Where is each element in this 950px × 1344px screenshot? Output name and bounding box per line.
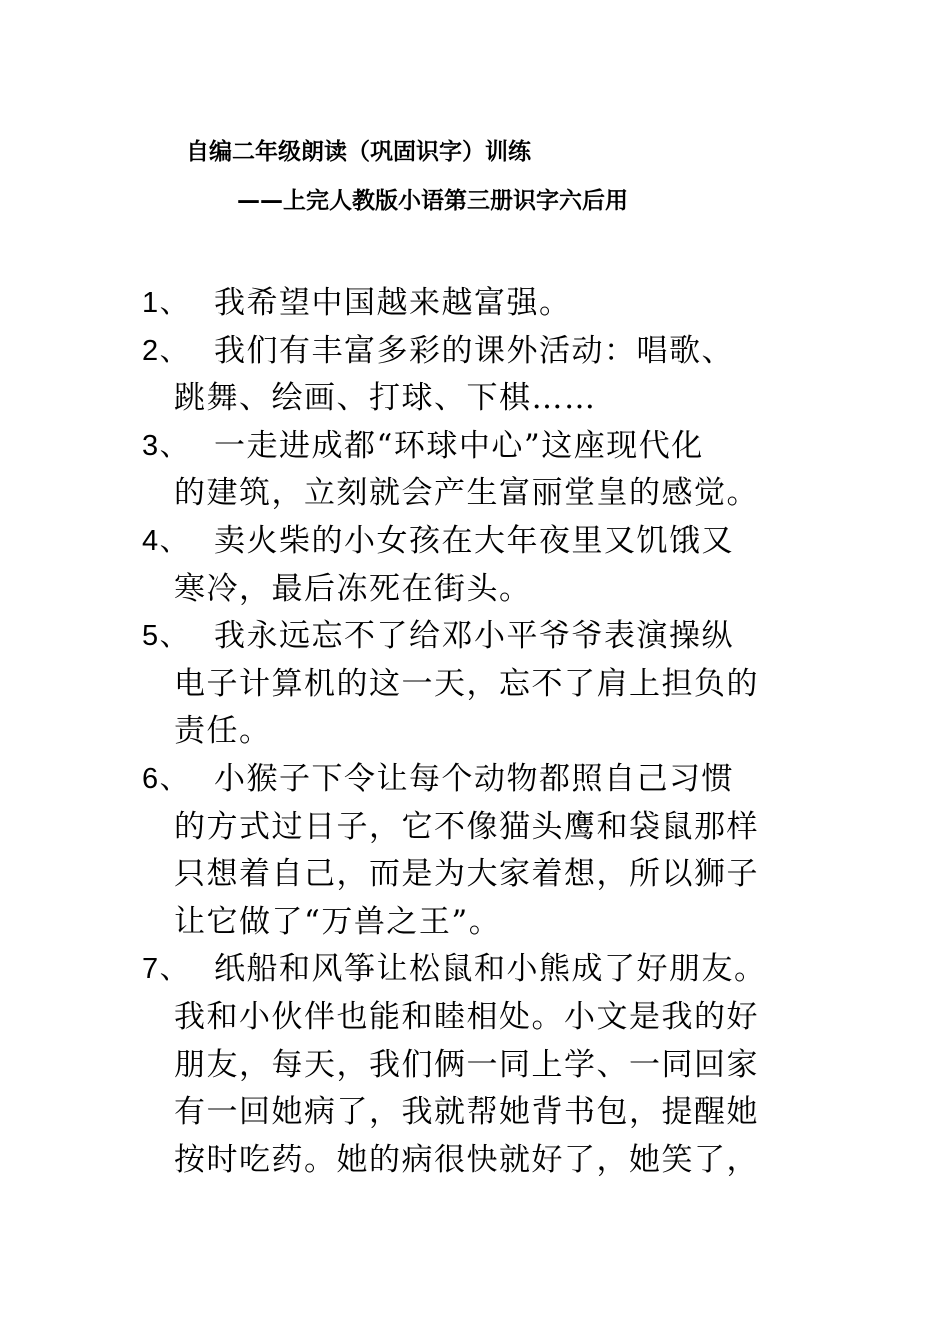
item-line: 纸船和风筝让松鼠和小熊成了好朋友。 bbox=[214, 951, 767, 988]
item-line: 我们有丰富多彩的课外活动：唱歌、 bbox=[214, 332, 734, 369]
item-line: 的建筑，立刻就会产生富丽堂皇的感觉。 bbox=[174, 475, 759, 512]
list-item bbox=[142, 518, 842, 613]
document-subtitle: ——上完人教版小语第三册识字六后用 bbox=[237, 188, 628, 214]
item-line: 我永远忘不了给邓小平爷爷表演操纵 bbox=[214, 618, 734, 655]
item-line: 小猴子下令让每个动物都照自己习惯 bbox=[214, 760, 734, 797]
item-number: 6、 bbox=[142, 762, 191, 795]
item-line: 责任。 bbox=[174, 713, 272, 750]
item-line: 的方式过日子，它不像猫头鹰和袋鼠那样 bbox=[174, 808, 759, 845]
item-line: 有一回她病了，我就帮她背书包，提醒她 bbox=[174, 1094, 759, 1131]
item-line: 我和小伙伴也能和睦相处。小文是我的好 bbox=[174, 998, 759, 1035]
sentence-list bbox=[142, 280, 842, 1184]
item-line: 按时吃药。她的病很快就好了，她笑了， bbox=[174, 1141, 759, 1178]
item-line: 让它做了“万兽之王”。 bbox=[174, 903, 502, 940]
list-item bbox=[142, 280, 842, 328]
list-item bbox=[142, 328, 842, 423]
item-number: 5、 bbox=[142, 620, 191, 653]
item-number: 4、 bbox=[142, 524, 191, 557]
item-number: 2、 bbox=[142, 334, 191, 367]
list-item bbox=[142, 756, 842, 946]
item-line: 我希望中国越来越富强。 bbox=[214, 285, 572, 321]
list-item bbox=[142, 946, 842, 1184]
item-line: 一走进成都“环球中心”这座现代化 bbox=[214, 427, 704, 464]
list-item bbox=[142, 613, 842, 756]
item-line: 只想着自己，而是为大家着想，所以狮子 bbox=[174, 856, 759, 893]
item-number: 3、 bbox=[142, 429, 191, 462]
list-item bbox=[142, 423, 842, 518]
item-number: 1、 bbox=[142, 287, 191, 319]
item-line: 电子计算机的这一天，忘不了肩上担负的 bbox=[174, 665, 759, 702]
document-title: 自编二年级朗读（巩固识字）训练 bbox=[186, 139, 531, 165]
item-line: 卖火柴的小女孩在大年夜里又饥饿又 bbox=[214, 522, 734, 559]
item-line: 跳舞、绘画、打球、下棋…… bbox=[174, 380, 597, 417]
item-line: 朋友，每天，我们俩一同上学、一同回家 bbox=[174, 1046, 759, 1083]
item-number: 7、 bbox=[142, 953, 191, 986]
item-line: 寒冷，最后冻死在街头。 bbox=[174, 570, 532, 607]
